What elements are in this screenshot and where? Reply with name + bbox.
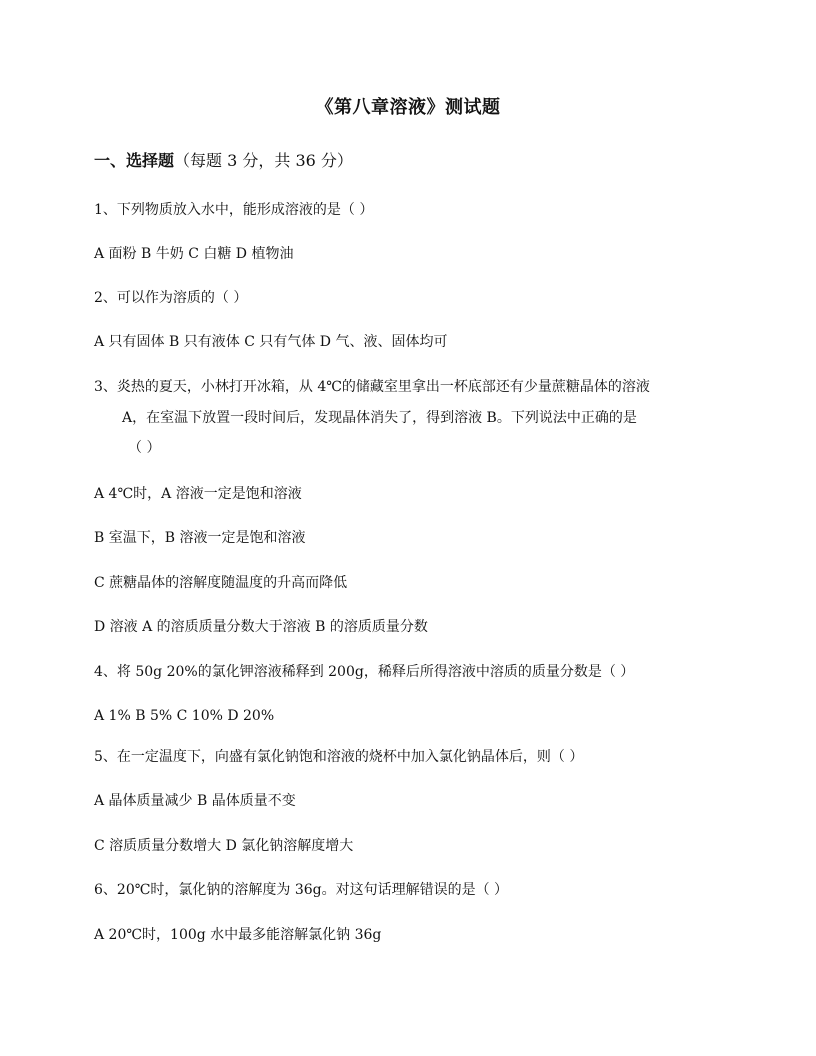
- question-3-option-b: B 室温下，B 溶液一定是饱和溶液: [94, 530, 306, 546]
- question-6: 6、20℃时，氯化钠的溶解度为 36g。对这句话理解错误的是（ ）: [94, 882, 509, 898]
- question-1: 1、下列物质放入水中，能形成溶液的是（ ）: [94, 202, 374, 218]
- question-5-options-cd: C 溶质质量分数增大 D 氯化钠溶解度增大: [94, 838, 354, 854]
- question-2: 2、可以作为溶质的（ ）: [94, 290, 248, 306]
- section-note: （每题 3 分，共 36 分）: [174, 151, 353, 170]
- question-3-line-1: 3、炎热的夏天，小林打开冰箱，从 4℃的储藏室里拿出一杯底部还有少量蔗糖晶体的溶液: [94, 379, 650, 395]
- question-3-line-2: A，在室温下放置一段时间后，发现晶体消失了，得到溶液 B。下列说法中正确的是: [122, 410, 637, 426]
- question-5-options-ab: A 晶体质量减少 B 晶体质量不变: [94, 793, 296, 809]
- question-1-options: A 面粉 B 牛奶 C 白糖 D 植物油: [94, 246, 294, 262]
- question-4: 4、将 50g 20%的氯化钾溶液稀释到 200g，稀释后所得溶液中溶质的质量分数是（ ）: [94, 664, 635, 680]
- section-label: 一、选择题: [94, 151, 175, 170]
- question-2-options: A 只有固体 B 只有液体 C 只有气体 D 气、液、固体均可: [94, 334, 448, 350]
- question-6-option-a: A 20℃时，100g 水中最多能溶解氯化钠 36g: [94, 927, 382, 943]
- page-title: 《第八章溶液》测试题: [315, 97, 501, 118]
- question-3-option-c: C 蔗糖晶体的溶解度随温度的升高而降低: [94, 575, 348, 591]
- section-heading: [94, 148, 353, 174]
- question-3-option-d: D 溶液 A 的溶质质量分数大于溶液 B 的溶质质量分数: [94, 619, 428, 635]
- question-4-options: A 1% B 5% C 10% D 20%: [94, 708, 275, 724]
- question-5: 5、在一定温度下，向盛有氯化钠饱和溶液的烧杯中加入氯化钠晶体后，则（ ）: [94, 749, 584, 765]
- question-3-option-a: A 4℃时，A 溶液一定是饱和溶液: [94, 486, 302, 502]
- question-3-line-3: （ ）: [128, 440, 161, 456]
